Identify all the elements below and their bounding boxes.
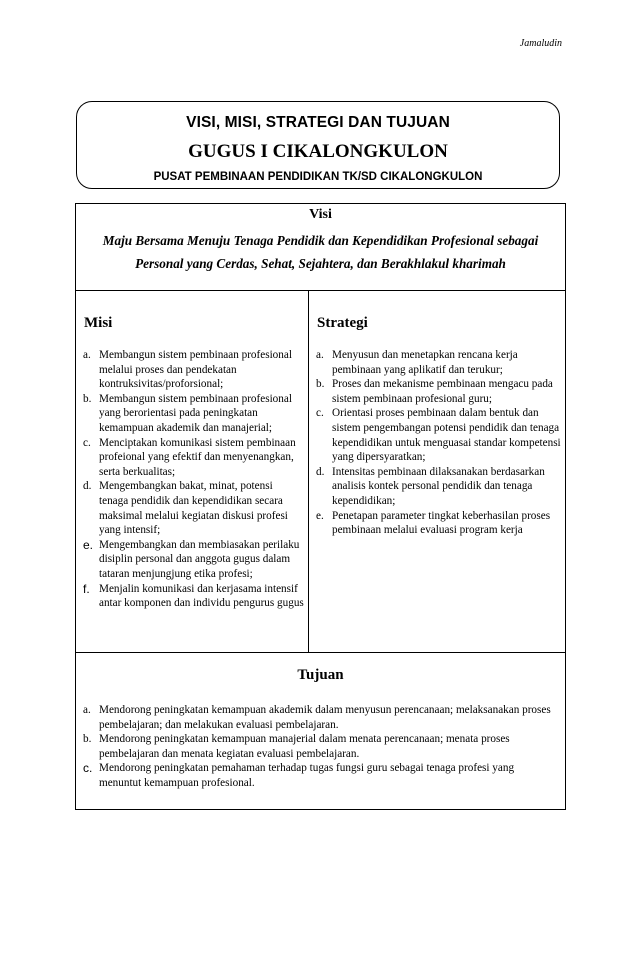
list-item <box>83 732 559 761</box>
strategi-list <box>316 348 561 538</box>
content-table <box>75 203 566 810</box>
list-marker: f. <box>83 581 90 596</box>
list-item <box>83 392 304 436</box>
list-marker: c. <box>83 761 93 776</box>
list-item <box>316 348 561 377</box>
visi-line-1: Maju Bersama Menuju Tenaga Pendidik dan Kependidikan Profesional sebagai <box>102 233 539 248</box>
visi-statement <box>76 229 565 275</box>
list-text: Mengembangkan dan membiasakan perilaku disiplin personal dan anggota gugus dalam tataran menjungjung etika profesi; <box>99 538 300 580</box>
tujuan-list <box>83 703 559 791</box>
list-item <box>83 703 559 732</box>
strategi-section <box>309 291 565 652</box>
list-marker: c. <box>316 407 324 420</box>
list-text: Proses dan mekanisme pembinaan mengacu pada sistem pembinaan profesional guru; <box>332 378 553 405</box>
list-text: Orientasi proses pembinaan dalam bentuk dan sistem pengembangan potensi pendidik dan tenaga kependidikan untuk menguasai standar kompetensi yang dipersyaratkan; <box>332 407 561 464</box>
list-text: Mendorong peningkatan kemampuan manajerial dalam menata perencanaan; menata proses pembelajaran dan menata kegiatan evaluasi pembelajaran. <box>99 733 510 760</box>
list-item <box>83 538 304 582</box>
visi-section <box>76 204 565 291</box>
list-marker: c. <box>83 436 91 449</box>
list-text: Membangun sistem pembinaan profesional melalui proses dan pendekatan kontruksivitas/proforsional; <box>99 349 292 391</box>
list-item <box>83 582 304 611</box>
strategi-title: Strategi <box>317 315 368 331</box>
list-item <box>316 465 561 509</box>
organization-name: PUSAT PEMBINAAN PENDIDIKAN TK/SD CIKALONGKULON <box>153 171 483 183</box>
list-marker: b. <box>83 733 92 746</box>
tujuan-title: Tujuan <box>297 667 344 683</box>
list-text: Menciptakan komunikasi sistem pembinaan profeional yang efektif dan menyenangkan, serta berkualitas; <box>99 436 296 478</box>
list-item <box>316 406 561 464</box>
list-text: Mendorong peningkatan kemampuan akademik dalam menyusun perencanaan; melaksanakan proses pembelajaran; dan melakukan evaluasi pembelajaran. <box>99 704 551 731</box>
misi-list <box>83 348 304 611</box>
list-text: Penetapan parameter tingkat keberhasilan proses pembinaan melalui evaluasi program kerja <box>332 509 551 537</box>
list-text: Menyusun dan menetapkan rencana kerja pembinaan yang aplikatif dan terukur; <box>332 349 518 376</box>
list-marker: e. <box>83 537 94 552</box>
list-item <box>83 761 559 790</box>
list-marker: d. <box>83 480 92 493</box>
list-marker: e. <box>316 509 324 522</box>
visi-title: Visi <box>309 207 332 222</box>
list-item <box>83 348 304 392</box>
list-text: Intensitas pembinaan dilaksanakan berdasarkan analisis kontek personal pendidik dan tenaga kependidikan; <box>332 465 545 507</box>
list-marker: a. <box>83 349 91 361</box>
list-marker: b. <box>316 378 325 391</box>
list-text: Mendorong peningkatan pemahaman terhadap tugas fungsi guru sebagai tenaga profesi yang menuntut kemampuan profesional. <box>99 762 515 789</box>
list-item <box>316 377 561 406</box>
misi-title: Misi <box>84 315 113 331</box>
visi-line-2: Personal yang Cerdas, Sehat, Sejahtera, dan Berakhlakul kharimah <box>135 256 506 271</box>
misi-section <box>76 291 309 652</box>
document-title: VISI, MISI, STRATEGI DAN TUJUAN <box>186 114 450 131</box>
list-marker: b. <box>83 392 92 405</box>
list-text: Menjalin komunikasi dan kerjasama intensif antar komponen dan individu pengurus gugus <box>99 582 304 610</box>
list-marker: d. <box>316 465 325 478</box>
list-marker: a. <box>83 704 91 716</box>
list-item <box>83 479 304 537</box>
list-text: Membangun sistem pembinaan profesional yang berorientasi pada peningkatan kemampuan akademik dan manajerial; <box>99 392 292 434</box>
list-item <box>83 436 304 480</box>
list-marker: a. <box>316 349 324 361</box>
tujuan-section <box>76 652 565 810</box>
author-name: Jamaludin <box>519 38 562 49</box>
header-box <box>76 101 560 189</box>
list-item <box>316 509 561 538</box>
document-subtitle: GUGUS I CIKALONGKULON <box>188 141 448 162</box>
list-text: Mengembangkan bakat, minat, potensi tenaga pendidik dan kependidikan secara maksimal melalui kegiatan diskusi profesi yang intensif; <box>99 480 288 537</box>
